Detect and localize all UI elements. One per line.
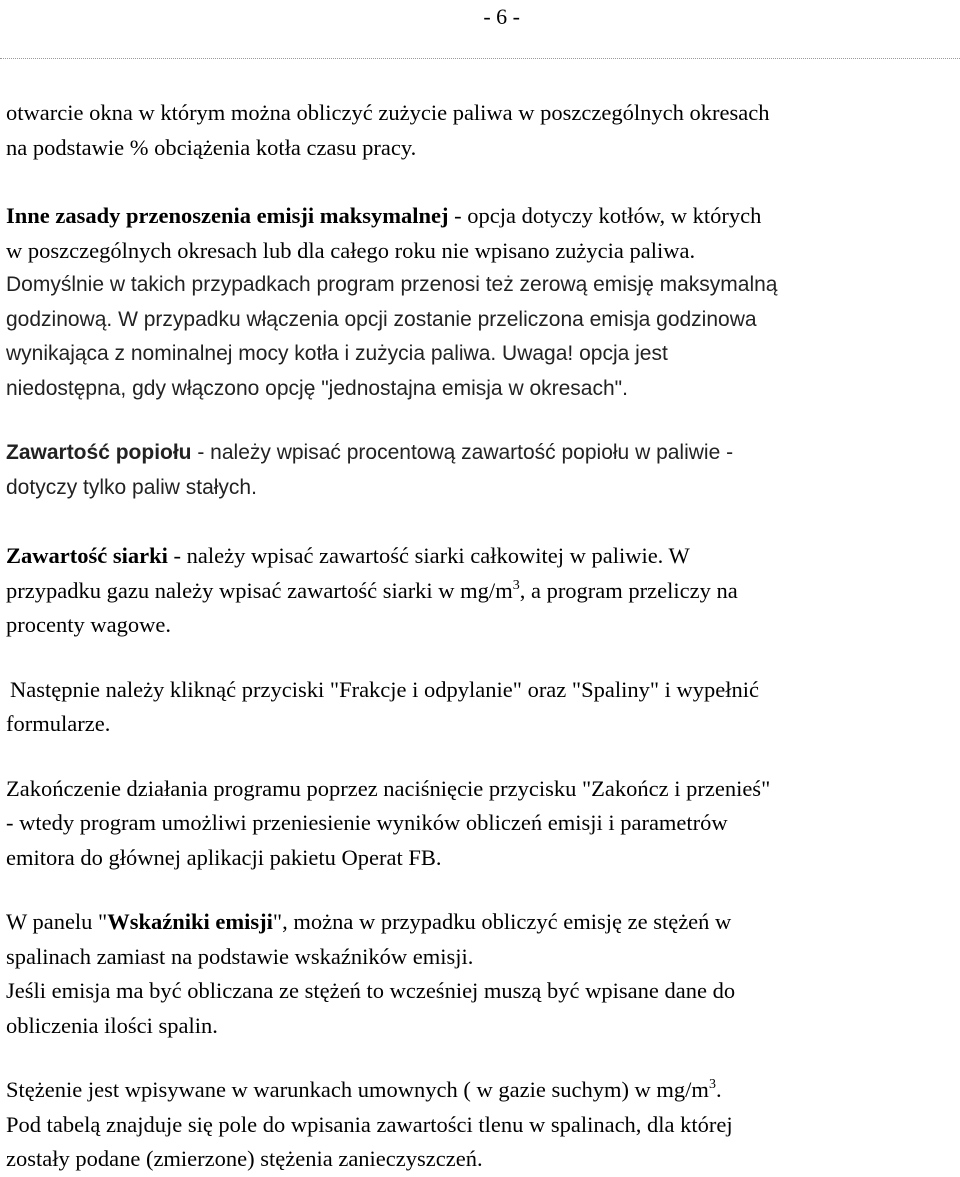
text-line: Następnie należy kliknąć przyciski "Frakcje i odpylanie" oraz "Spaliny" i wypełnić: [10, 676, 760, 702]
text-line: godzinową. W przypadku włączenia opcji zostanie przeliczona emisja godzinowa: [6, 307, 757, 331]
text-line: Pod tabelą znajduje się pole do wpisania zawartości tlenu w spalinach, dla której: [6, 1111, 733, 1137]
text-line: otwarcie okna w którym można obliczyć zużycie paliwa w poszczególnych okresach: [6, 100, 770, 125]
paragraph-finish: [6, 772, 956, 876]
document-body: [6, 96, 956, 1177]
term-heading: Zawartość siarki: [6, 543, 168, 568]
text-line: W panelu "Wskaźniki emisji", można w przypadku obliczyć emisję ze stężeń w: [6, 909, 732, 934]
text-line: procenty wagowe.: [6, 612, 171, 637]
paragraph-next-steps: [6, 673, 956, 742]
text-line: formularze.: [6, 711, 111, 736]
header-divider: [0, 58, 960, 59]
paragraph-sulfur-content: [6, 539, 956, 643]
text-line: w poszczególnych okresach lub dla całego roku nie wpisano zużycia paliwa.: [6, 237, 696, 263]
text-line: emitora do głównej aplikacji pakietu Operat FB.: [6, 844, 442, 870]
text-line: obliczenia ilości spalin.: [6, 1012, 218, 1038]
term-heading: Inne zasady przenoszenia emisji maksymalnej: [6, 203, 449, 228]
text-line: na podstawie % obciążenia kotła czasu pracy.: [6, 134, 417, 160]
text-line: Domyślnie w takich przypadkach program przenosi też zerową emisję maksymalną: [6, 273, 778, 296]
text-line: - wtedy program umożliwi przeniesienie wyników obliczeń emisji i parametrów: [6, 810, 728, 835]
term-heading: Wskaźniki emisji: [107, 909, 273, 934]
text-line: spalinach zamiast na podstawie wskaźników emisji.: [6, 943, 474, 969]
paragraph-ash-content: [6, 436, 956, 505]
text-line: Inne zasady przenoszenia emisji maksymalnej - opcja dotyczy kotłów, w których: [6, 203, 762, 228]
paragraph-concentration: [6, 1073, 956, 1177]
text-line: Stężenie jest wpisywane w warunkach umownych ( w gazie suchym) w $mg/m^3$.: [6, 1077, 722, 1102]
paragraph-fuel-window: [6, 96, 956, 165]
paragraph-emission-factors: [6, 905, 956, 1043]
term-heading: Zawartość popiołu: [6, 441, 192, 464]
text-line: dotyczy tylko paliw stałych.: [6, 475, 257, 499]
page-number-text: - 6 -: [483, 4, 520, 29]
page-number: [0, 4, 960, 30]
paragraph-max-emission: [6, 199, 956, 406]
text-line: Zawartość popiołu - należy wpisać procentową zawartość popiołu w paliwie -: [6, 441, 734, 464]
text-line: wynikająca z nominalnej mocy kotła i zużycia paliwa. Uwaga! opcja jest: [6, 342, 668, 365]
text-line: przypadku gazu należy wpisać zawartość siarki w $mg/m^3$, a program przeliczy na: [6, 577, 738, 603]
text-line: niedostępna, gdy włączono opcję "jednostajna emisja w okresach".: [6, 376, 628, 400]
text-line: Zakończenie działania programu poprzez naciśnięcie przycisku "Zakończ i przenieś": [6, 775, 771, 801]
text-line: zostały podane (zmierzone) stężenia zanieczyszczeń.: [6, 1146, 483, 1171]
text-line: Zawartość siarki - należy wpisać zawartość siarki całkowitej w paliwie. W: [6, 543, 690, 568]
text-line: Jeśli emisja ma być obliczana ze stężeń to wcześniej muszą być wpisane dane do: [6, 978, 736, 1003]
